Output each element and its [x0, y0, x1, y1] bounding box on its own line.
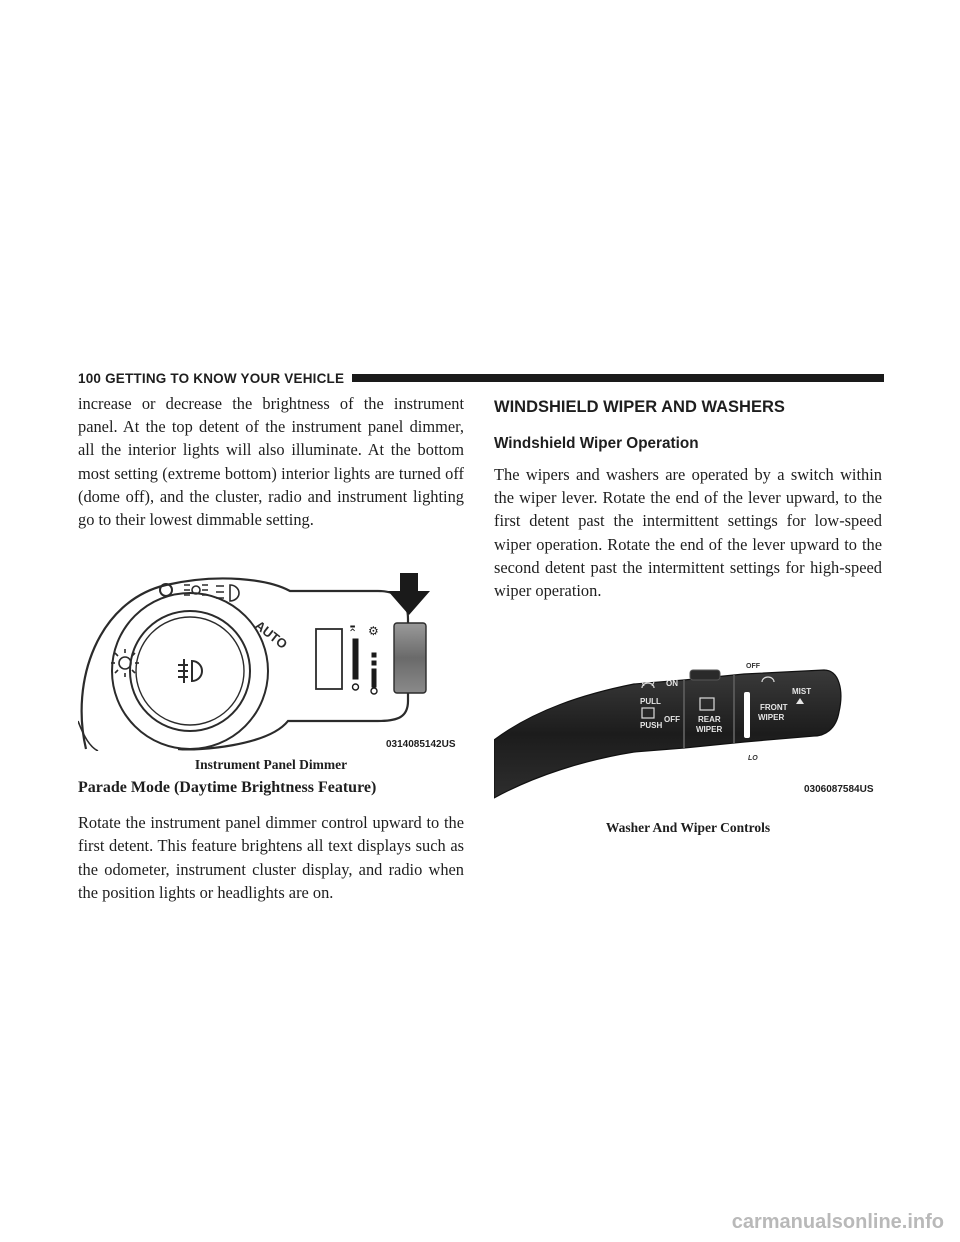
rear-wiper-label: WIPER [696, 725, 723, 735]
figure-code: 0306087584US [804, 784, 874, 796]
svg-text:⌆: ⌆ [348, 622, 358, 635]
rear-label: REAR [698, 715, 721, 725]
svg-text:⚙: ⚙ [368, 624, 379, 639]
headlamp-switch-illustration [78, 561, 464, 751]
lo-label: LO [748, 755, 758, 763]
auto-label: AUTO [252, 617, 291, 653]
instrument-panel-dimmer-figure [78, 561, 464, 751]
parade-mode-paragraph: Rotate the instrument panel dimmer control upward to the first detent. This feature brightens all text displays such as the odometer, instrument cluster display, and radio when the position lights or headlights are on. [78, 813, 464, 902]
parade-mode-heading: Parade Mode (Daytime Brightness Feature) [78, 779, 377, 797]
section-heading: WINDSHIELD WIPER AND WASHERS [494, 398, 785, 416]
figure-caption: Instrument Panel Dimmer [194, 757, 348, 773]
left-column [78, 392, 464, 904]
off-label: OFF [664, 715, 680, 725]
dimmer-intro-paragraph: increase or decrease the brightness of the instrument panel. At the top detent of the instrument panel dimmer, all the interior lights will also illuminate. At the bottom most setting (extreme bottom) interior lights are turned off (dome off), and the cluster, radio and instrument lighting go to their lowest dimmable setting. [78, 394, 464, 530]
figure-code: 0314085142US [386, 739, 456, 751]
figure-caption: Washer And Wiper Controls [605, 820, 771, 836]
washer-wiper-figure [494, 640, 882, 810]
pull-label: PULL [640, 697, 661, 707]
right-column [494, 392, 882, 836]
mist-label: MIST [792, 687, 812, 697]
front-label: FRONT [760, 703, 788, 713]
sub-heading: Windshield Wiper Operation [494, 435, 699, 452]
push-label: PUSH [640, 721, 663, 731]
wiper-operation-paragraph: The wipers and washers are operated by a switch within the wiper lever. Rotate the end of the lever upward, to the first detent past the intermittent settings for low-speed wiper operation. Rotate the end of the lever upward to the second detent past the intermittent settings for high-speed wiper operation. [494, 465, 882, 601]
page-number-title: 100 GETTING TO KNOW YOUR VEHICLE [78, 370, 345, 386]
on-label: ON [666, 679, 678, 689]
header-rule [352, 374, 884, 382]
front-wiper-label: WIPER [758, 713, 785, 723]
watermark: carmanualsonline.info [731, 1211, 944, 1233]
off-label-2: OFF [746, 663, 760, 671]
page-header [78, 370, 884, 386]
